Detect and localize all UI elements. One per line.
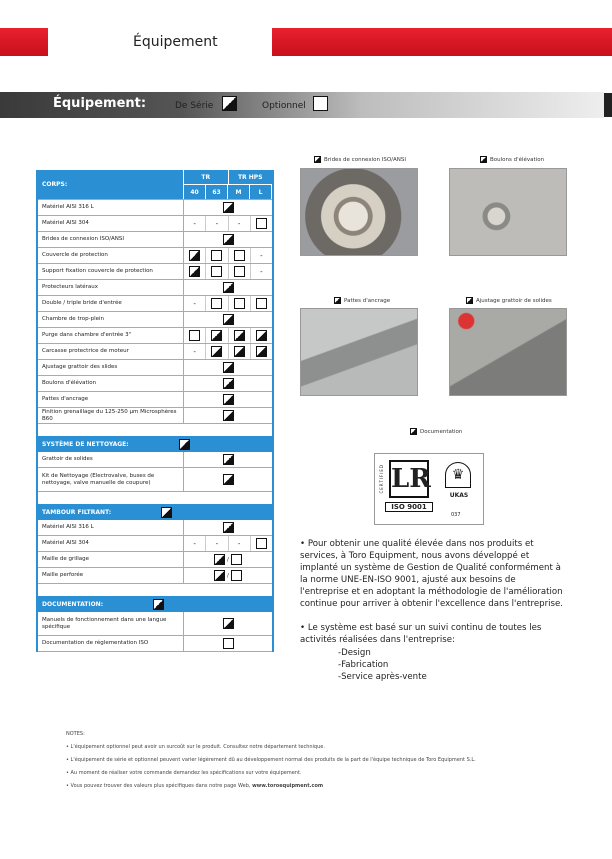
legend-standard (175, 100, 237, 111)
standard-icon (223, 474, 234, 485)
col-header: 63 (206, 185, 228, 199)
standard-icon (334, 297, 341, 304)
table-row (38, 520, 272, 536)
corps-label: CORPS: (38, 170, 184, 199)
note-3: • Au moment de réaliser votre commande demandez les spécifications sur votre équipement. (66, 770, 302, 776)
table-row (38, 636, 272, 652)
optional-icon (256, 538, 267, 549)
cert-side-text: CERTIFIED (379, 464, 384, 494)
optional-icon (234, 250, 245, 261)
section-title: Équipement: (53, 96, 147, 111)
tambour-label: TAMBOUR FILTRANT: (42, 508, 112, 516)
standard-icon (223, 394, 234, 405)
row-label: Matériel AISI 316 L (38, 200, 184, 215)
col-header: L (250, 185, 272, 199)
quality-paragraph-1: • Pour obtenir une qualité élevée dans nos produits et services, à Toro Equipment, nous avons développé et implanté un système de Gestion de Qualité conformément à la norme UNE-EN-ISO 9001, ajusté aux besoins de l'entreprise et en adoptant la méthodologie de l'amélioration continue pour arriver à obtenir l'excellence dans l'entreprise. (300, 539, 564, 609)
cert-iso-text: ISO 9001 (385, 502, 433, 512)
optional-icon (256, 218, 267, 229)
caption-boulons-text: Boulons d'élévation (490, 156, 545, 163)
nettoyage-label: SYSTÈME DE NETTOYAGE: (42, 440, 129, 448)
standard-icon (223, 314, 234, 325)
table-row (38, 312, 272, 328)
cell-value: - (260, 251, 263, 260)
table-row (38, 376, 272, 392)
row-label: Matériel AISI 304 (38, 536, 184, 551)
col-header: 40 (184, 185, 206, 199)
optional-icon (234, 298, 245, 309)
cell-value: - (229, 216, 251, 231)
row-label: Finition grenaillage du 125-250 µm Microsphères B60 (38, 408, 184, 423)
caption-pattes-text: Pattes d'ancrage (344, 297, 391, 304)
notes-title: NOTES: (66, 731, 85, 737)
quality-list (338, 647, 602, 683)
row-label: Matériel AISI 316 L (38, 520, 184, 535)
table-row (38, 408, 272, 424)
table-row: Maille de grillage / (38, 552, 272, 568)
row-label: Purge dans chambre d'entrée 3" (38, 328, 184, 343)
optional-icon (211, 250, 222, 261)
caption-ajustage-text: Ajustage grattoir de solides (476, 297, 552, 304)
table-row (38, 232, 272, 248)
standard-icon (189, 266, 200, 277)
standard-icon (189, 250, 200, 261)
caption-boulons (480, 156, 544, 163)
row-label: Ajustage grattoir des slides (38, 360, 184, 375)
cell-value: - (184, 536, 206, 551)
table-row (38, 328, 272, 344)
standard-icon (234, 330, 245, 341)
equipment-table (36, 170, 274, 652)
legend-optional-label: Optionnel (262, 101, 306, 111)
standard-icon (256, 330, 267, 341)
standard-icon (223, 454, 234, 465)
table-row (38, 392, 272, 408)
row-label: Carcasse protectrice de moteur (38, 344, 184, 359)
caption-brides (314, 156, 406, 163)
note-4 (66, 780, 476, 793)
table-row (38, 280, 272, 296)
legend-standard-label: De Série (175, 101, 214, 111)
photo-brides (300, 168, 418, 256)
table-row (38, 468, 272, 492)
header-red-right (272, 28, 612, 56)
page-header (0, 28, 612, 56)
cell-value: - (184, 344, 206, 359)
optional-icon (231, 570, 242, 581)
photo-pattes (300, 308, 418, 396)
standard-icon (314, 156, 321, 163)
list-item: -Fabrication (338, 660, 389, 670)
standard-icon (466, 297, 473, 304)
note-2: • L'équipement de série et optionnel peuvent varier légèrement dû au développement normal des produits de la part de l'équipe technique de Toro Equipment S.L. (66, 757, 476, 763)
standard-icon (223, 202, 234, 213)
photo-boulons (449, 168, 567, 256)
note-4-text: • Vous pouvez trouver des valeurs plus spécifiques dans notre page Web, (66, 783, 251, 789)
quality-text-2: Le système est basé sur un suivi continu de toutes les activités réalisées dans l'entreprise: (300, 623, 542, 645)
page-title: Équipement (133, 34, 218, 50)
table-row (38, 344, 272, 360)
section-bar (0, 92, 604, 118)
caption-documentation (410, 428, 462, 435)
edge-marker (604, 93, 612, 117)
cert-number: 037 (451, 512, 461, 518)
group-trhps: TR HPS (237, 173, 263, 181)
caption-documentation-text: Documentation (420, 428, 463, 435)
caption-brides-text: Brides de connexion ISO/ANSI (324, 156, 406, 163)
standard-icon (223, 522, 234, 533)
website-link[interactable]: www.toroequipment.com (252, 783, 324, 789)
list-item: -Design (338, 648, 371, 658)
documentation-label: DOCUMENTATION: (42, 600, 104, 608)
caption-pattes (334, 297, 390, 304)
documentation-header (38, 596, 272, 612)
lr-mark-icon: LR (389, 460, 429, 498)
table-row (38, 264, 272, 280)
standard-icon (211, 346, 222, 357)
row-label: Boulons d'élévation (38, 376, 184, 391)
row-label: Chambre de trop-plein (38, 312, 184, 327)
row-label: Manuels de fonctionnement dans une langue spécifique (38, 612, 184, 635)
cell-value: - (229, 536, 251, 551)
row-label: Maille de grillage (38, 552, 184, 567)
table-row (38, 216, 272, 232)
optional-icon (234, 266, 245, 277)
standard-icon (211, 330, 222, 341)
standard-icon (480, 156, 487, 163)
standard-icon (223, 234, 234, 245)
row-label: Matériel AISI 304 (38, 216, 184, 231)
cell-value: - (184, 216, 206, 231)
optional-icon (189, 330, 200, 341)
standard-icon (179, 439, 190, 450)
table-row (38, 536, 272, 552)
row-label: Pattes d'ancrage (38, 392, 184, 407)
tambour-header (38, 504, 272, 520)
row-label: Brides de connexion ISO/ANSI (38, 232, 184, 247)
iso-certificate-logo (374, 453, 484, 525)
optional-checkbox-icon (313, 96, 328, 111)
col-header: M (228, 185, 250, 199)
table-row (38, 248, 272, 264)
optional-icon (223, 638, 234, 649)
caption-ajustage (466, 297, 552, 304)
header-red-left (0, 28, 48, 56)
optional-icon (256, 298, 267, 309)
row-label: Double / triple bride d'entrée (38, 296, 184, 311)
standard-icon (223, 378, 234, 389)
optional-icon (231, 554, 242, 565)
cert-ukas-text: UKAS (449, 492, 469, 499)
table-row: Maille perforée / (38, 568, 272, 584)
table-row (38, 200, 272, 216)
group-tr: TR (184, 170, 229, 184)
standard-icon (410, 428, 417, 435)
standard-icon (214, 554, 225, 565)
row-label: Kit de Nettoyage (Electrovalve, buses de nettoyage, valve manuelle de coupure) (38, 468, 184, 491)
row-label: Protecteurs latéraux (38, 280, 184, 295)
optional-icon (211, 266, 222, 277)
standard-icon (234, 346, 245, 357)
quality-text-1: Pour obtenir une qualité élevée dans nos produits et services, à Toro Equipment, nous avons développé et implanté un système de Gestion de Qualité conformément à la norme UNE-EN-ISO 9001, ajusté aux besoins de l'entreprise et en adoptant la méthodologie de l'amélioration continue pour arriver à obtenir l'excellence dans l'entreprise. (300, 539, 564, 609)
notes-block (66, 728, 476, 793)
standard-checkbox-icon (222, 96, 237, 111)
legend-optional (262, 100, 328, 111)
cell-value: - (260, 267, 263, 276)
row-label: Maille perforée (38, 568, 184, 583)
row-label: Grattoir de solides (38, 452, 184, 467)
note-1: • L'équipement optionnel peut avoir un surcoût sur le produit. Consultez notre département technique. (66, 744, 325, 750)
row-label: Couvercle de protection (38, 248, 184, 263)
standard-icon (161, 507, 172, 518)
table-header (38, 170, 272, 200)
row-label: Documentation de réglementation ISO (38, 636, 184, 651)
standard-icon (223, 282, 234, 293)
row-label: Support fixation couvercle de protection (38, 264, 184, 279)
table-row (38, 360, 272, 376)
table-row (38, 452, 272, 468)
cell-value: - (206, 216, 228, 231)
optional-icon (211, 298, 222, 309)
standard-icon (223, 410, 234, 421)
photo-ajustage (449, 308, 567, 396)
standard-icon (223, 618, 234, 629)
table-row (38, 612, 272, 636)
standard-icon (223, 362, 234, 373)
table-row (38, 296, 272, 312)
list-item: -Service après-vente (338, 672, 427, 682)
quality-paragraph-2: • Le système est basé sur un suivi continu de toutes les activités réalisées dans l'entreprise: (300, 623, 542, 645)
standard-icon (214, 570, 225, 581)
cell-value: - (184, 296, 206, 311)
nettoyage-header (38, 436, 272, 452)
standard-icon (256, 346, 267, 357)
cell-value: - (206, 536, 228, 551)
standard-icon (153, 599, 164, 610)
crown-icon: ♛ (445, 462, 471, 488)
